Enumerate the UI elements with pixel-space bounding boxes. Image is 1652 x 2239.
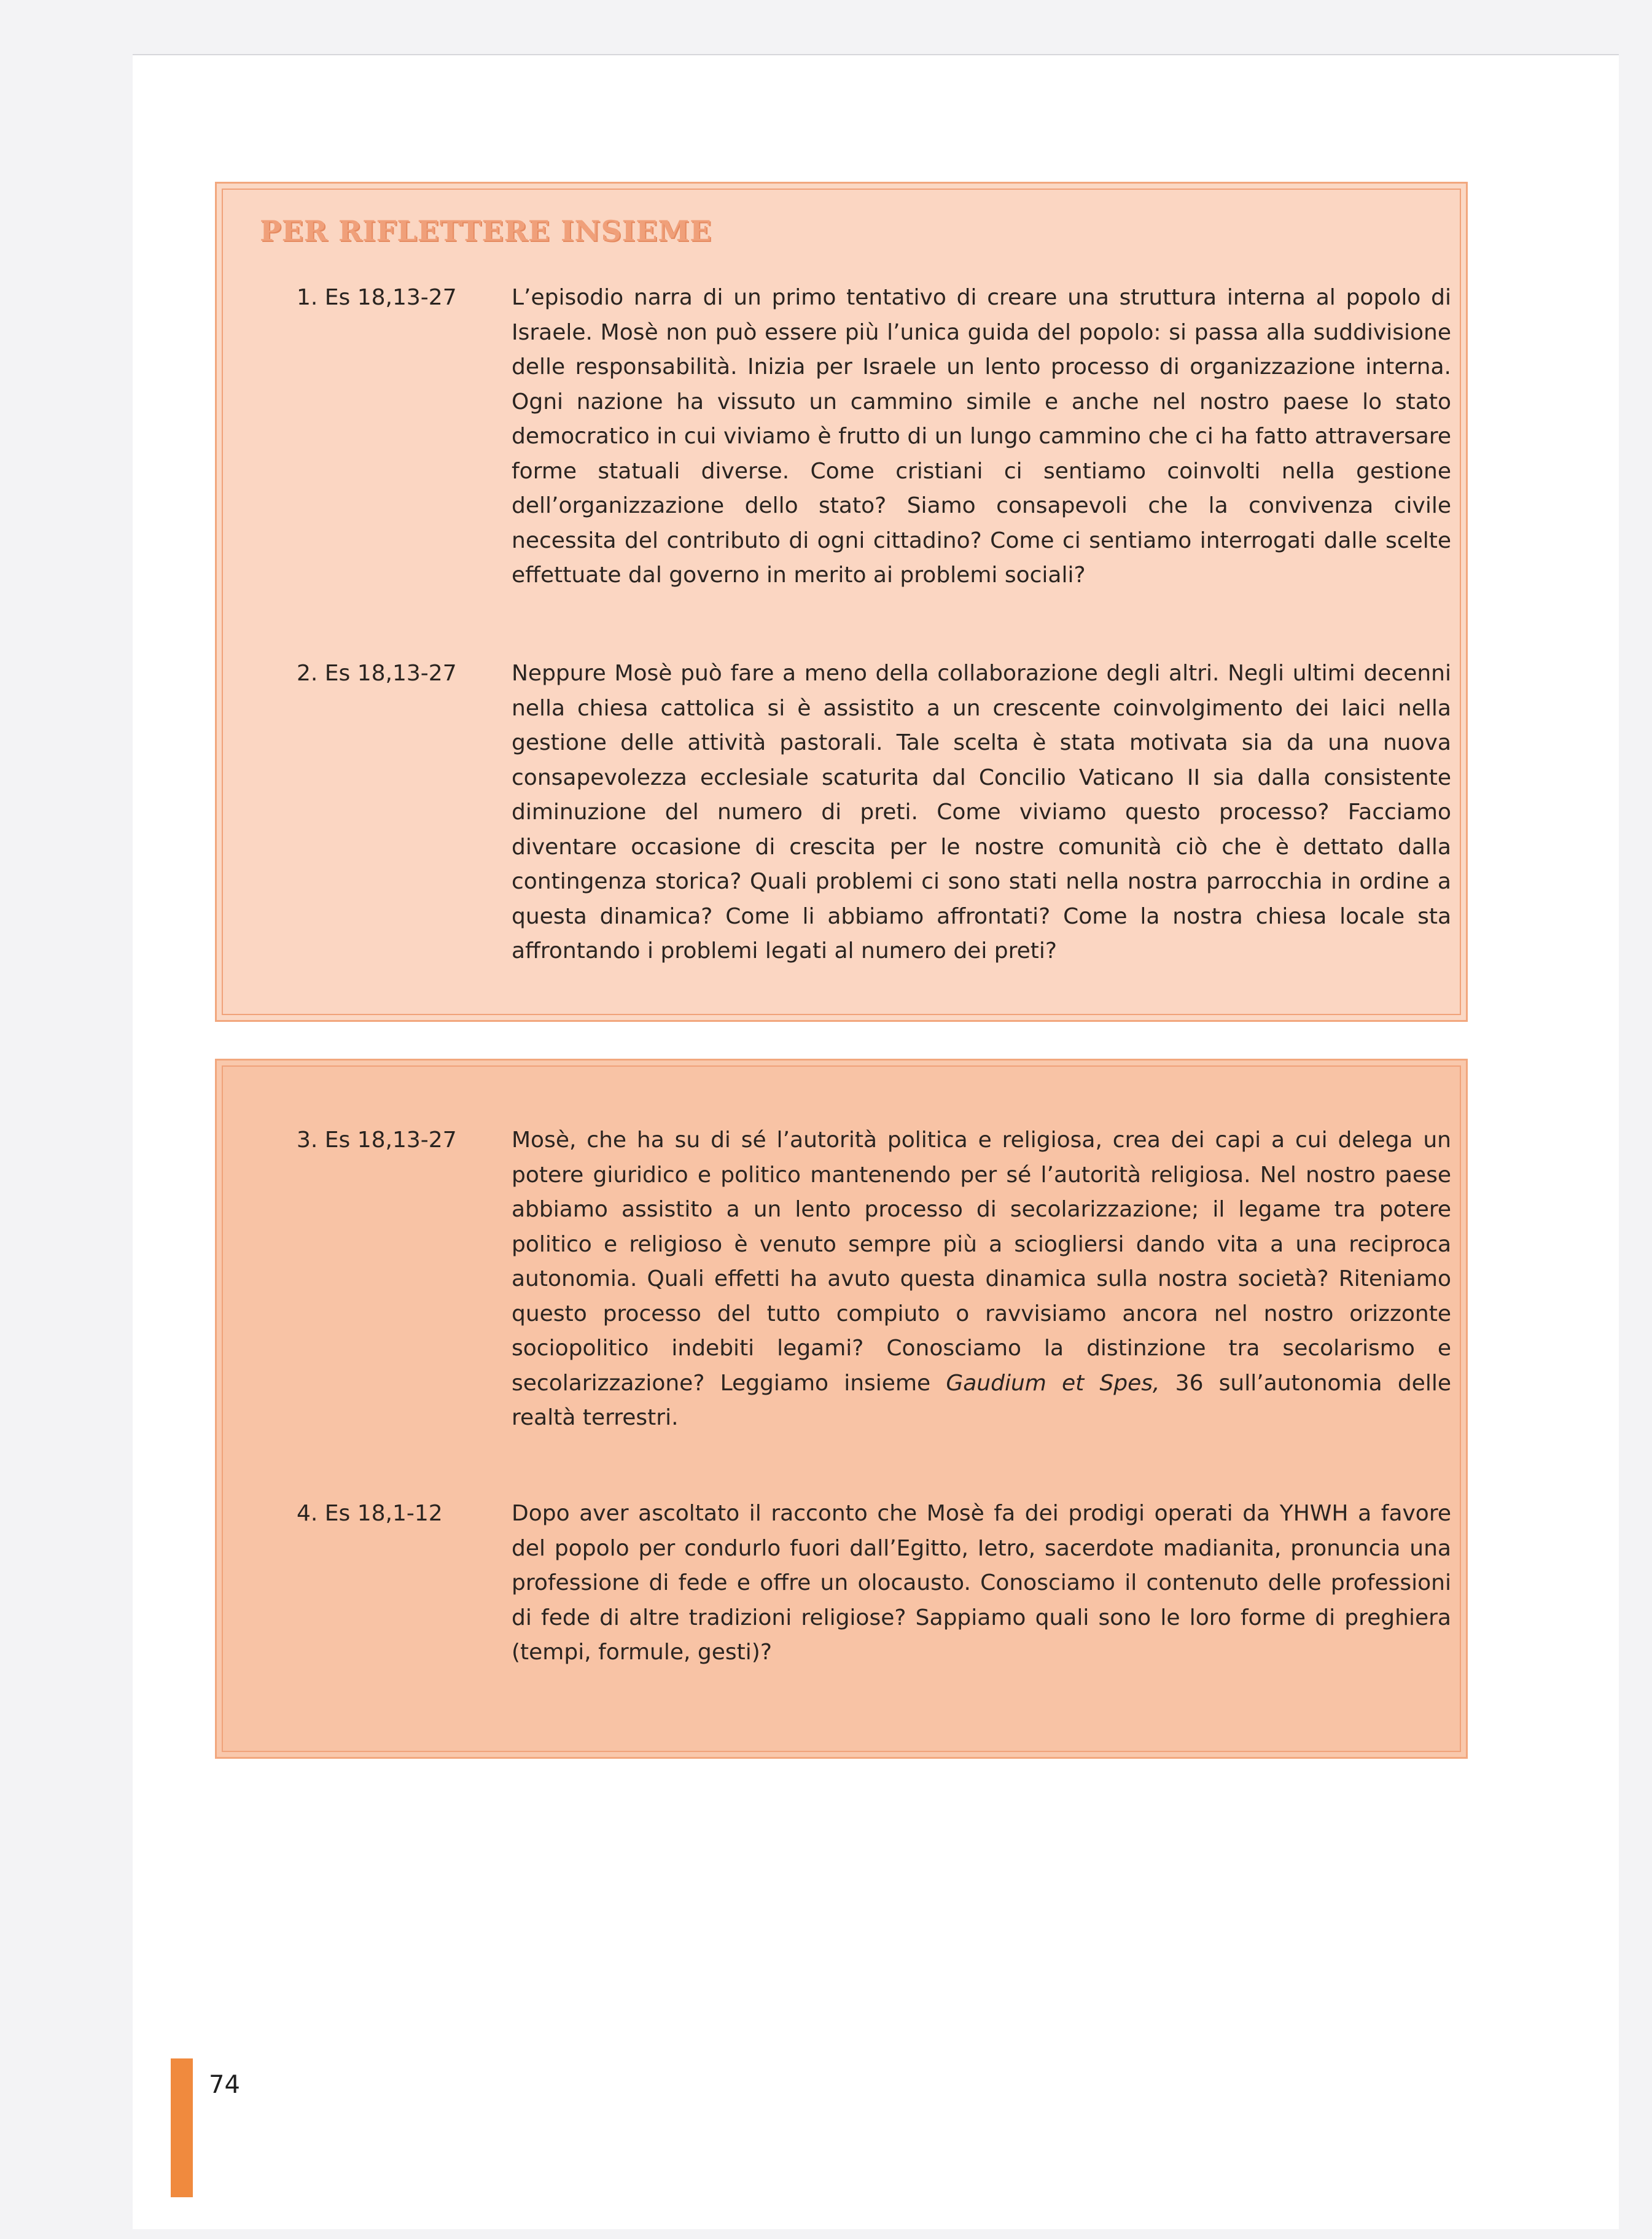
page-number: 74: [209, 2071, 240, 2099]
item-text-part: Mosè, che ha su di sé l’autorità politica e religiosa, crea dei capi a cui delega un potere giuridico e politico mantenendo per sé l’autorità religiosa. Nel nostro paese abbiamo assistito a un lento processo di secolarizzazione; il legame tra potere politico e religioso è venuto sempre più a sciogliersi dando vita a una reciproca autonomia. Quali effetti ha avuto questa dinamica sulla nostra società? Riteniamo questo processo del tutto compiuto o ravvisiamo ancora nel nostro orizzonte sociopolitico indebiti legami? Conosciamo la distinzione tra secolarismo e secolarizzazione? Leggiamo insieme: [512, 1127, 1451, 1396]
reflection-box-1-inner: [222, 189, 1461, 1015]
item-text: [512, 1123, 1451, 1436]
reflection-box-2: [215, 1059, 1468, 1759]
item-reference: 3. Es 18,13-27: [297, 1127, 457, 1153]
reflection-item-2: [297, 656, 1451, 969]
reflection-item-4: [297, 1497, 1451, 1670]
reflection-item-1: [297, 281, 1451, 593]
item-text: Neppure Mosè può fare a meno della collaborazione degli altri. Negli ultimi decenni nella chiesa cattolica si è assistito a un crescente coinvolgimento dei laici nella gestione delle attività pastorali. Tale scelta è stata motivata sia da una nuova consapevolezza ecclesiale scaturita dal Concilio Vaticano II sia dalla consistente diminuzione del numero di preti. Come viviamo questo processo? Facciamo diventare occasione di crescita per le nostre comunità ciò che è dettato dalla contingenza storica? Quali problemi ci sono stati nella nostra parrocchia in ordine a questa dinamica? Come li abbiamo affrontati? Come la nostra chiesa locale sta affrontando i problemi legati al numero dei preti?: [512, 661, 1451, 964]
item-reference: 2. Es 18,13-27: [297, 661, 457, 686]
reflection-box-2-inner: [222, 1065, 1461, 1752]
reflection-item-3: [297, 1123, 1451, 1436]
page-number-marker: [171, 2058, 193, 2197]
item-text-part: 36 sull’autonomia delle realtà terrestri.: [512, 1370, 1451, 1430]
section-title: PER RIFLETTERE INSIEME: [260, 214, 712, 247]
reflection-box-1: [215, 182, 1468, 1022]
item-reference: 1. Es 18,13-27: [297, 285, 457, 310]
item-text: L’episodio narra di un primo tentativo di creare una struttura interna al popolo di Israele. Mosè non può essere più l’unica guida del popolo: si passa alla suddivisione delle responsabilità. Inizia per Israele un lento processo di organizzazione interna. Ogni nazione ha vissuto un cammino simile e anche nel nostro paese lo stato democratico in cui viviamo è frutto di un lungo cammino che ci ha fatto attraversare forme statuali diverse. Come cristiani ci sentiamo coinvolti nella gestione dell’organizzazione dello stato? Siamo consapevoli che la convivenza civile necessita del contributo di ogni cittadino? Come ci sentiamo interrogati dalle scelte effettuate dal governo in merito ai problemi sociali?: [512, 285, 1451, 588]
item-text: Dopo aver ascoltato il racconto che Mosè fa dei prodigi operati da YHWH a favore del popolo per condurlo fuori dall’Egitto, Ietro, sacerdote madianita, pronuncia una professione di fede e offre un olocausto. Conosciamo il contenuto delle professioni di fede di altre tradizioni religiose? Sappiamo quali sono le loro forme di preghiera (tempi, formule, gesti)?: [512, 1501, 1451, 1665]
item-reference: 4. Es 18,1-12: [297, 1501, 443, 1526]
item-text-italic: Gaudium et Spes,: [946, 1370, 1160, 1396]
